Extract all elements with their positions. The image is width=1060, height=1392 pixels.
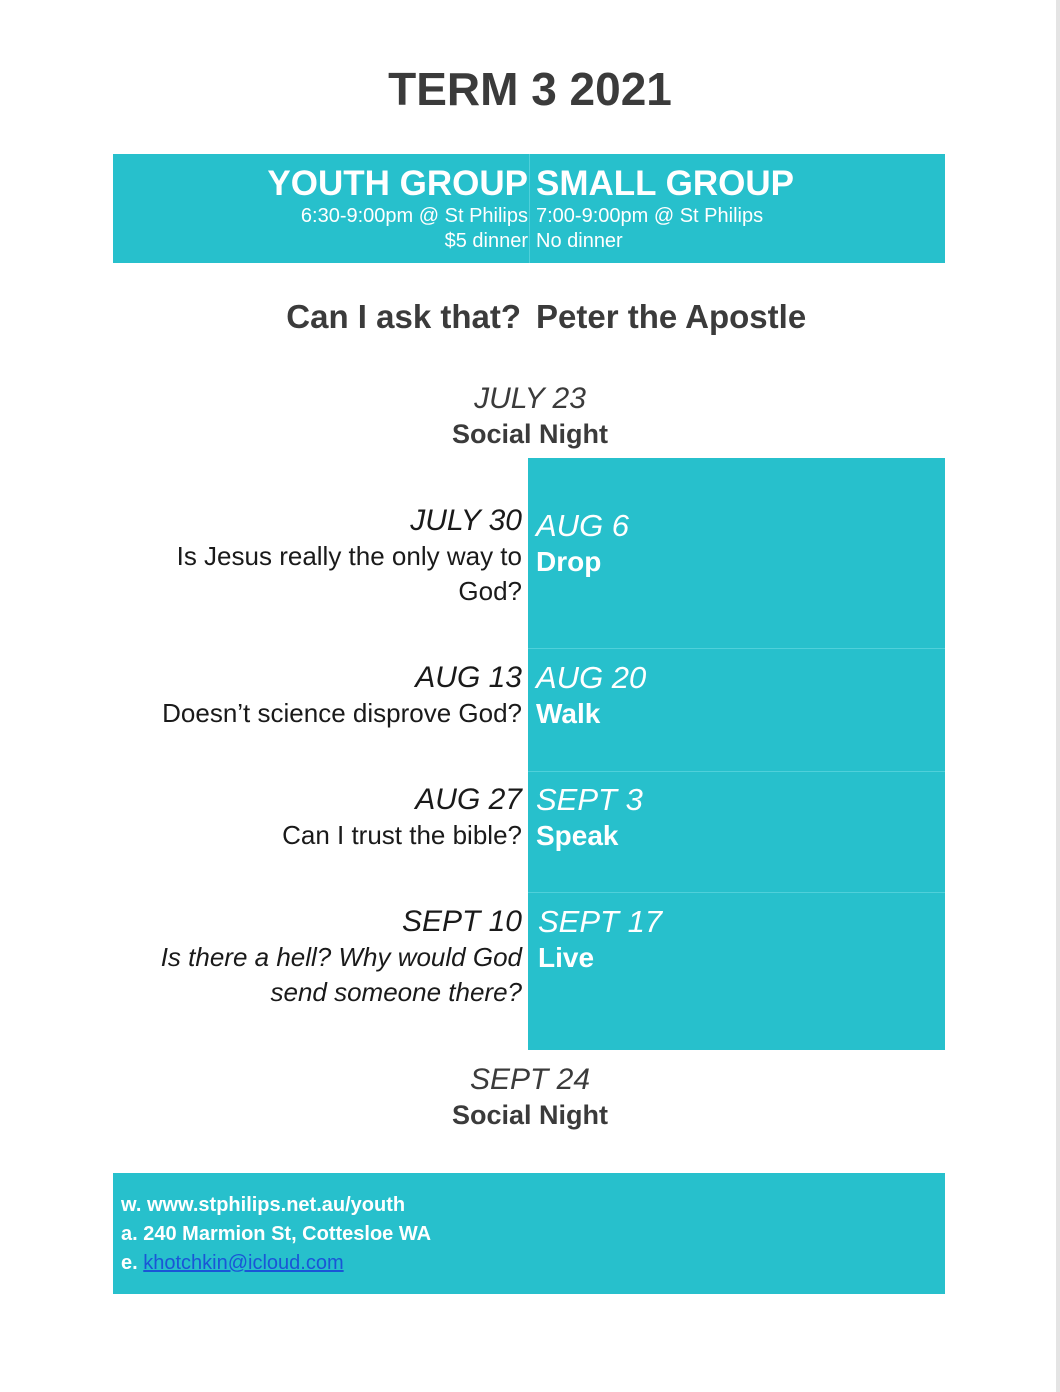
youth-session-topic: God? bbox=[458, 576, 522, 606]
website-prefix: w. bbox=[121, 1194, 142, 1216]
small-session-topic: Live bbox=[538, 942, 595, 973]
youth-group-header bbox=[113, 154, 528, 263]
small-session bbox=[536, 660, 646, 732]
youth-session-topic: Can I trust the bible? bbox=[282, 820, 522, 850]
youth-group-name: YOUTH GROUP bbox=[267, 164, 528, 203]
small-group-dinner: No dinner bbox=[536, 230, 623, 252]
social-end-label: Social Night bbox=[451, 1100, 608, 1130]
youth-session-date: SEPT 10 bbox=[401, 905, 522, 938]
page-edge bbox=[1056, 0, 1060, 1392]
small-session bbox=[536, 782, 643, 854]
address-prefix: a. bbox=[121, 1223, 138, 1245]
email-link[interactable]: khotchkin@icloud.com bbox=[143, 1252, 344, 1274]
small-session-topic: Speak bbox=[536, 820, 619, 851]
small-session-date: SEPT 3 bbox=[536, 782, 643, 817]
website-text: www.stphilips.net.au/youth bbox=[146, 1194, 406, 1216]
small-series-title: Peter the Apostle bbox=[536, 298, 807, 335]
youth-session-date: JULY 30 bbox=[410, 504, 522, 537]
small-session-date: AUG 6 bbox=[536, 508, 630, 543]
row-separator bbox=[528, 771, 945, 772]
youth-group-dinner: $5 dinner bbox=[444, 230, 528, 252]
social-night-start bbox=[0, 381, 1060, 451]
header-divider bbox=[529, 154, 530, 263]
row-separator bbox=[528, 892, 945, 893]
small-session-date: AUG 20 bbox=[536, 660, 647, 695]
email-line bbox=[121, 1249, 431, 1278]
youth-session bbox=[113, 782, 522, 853]
social-start-label: Social Night bbox=[451, 419, 608, 449]
address-text: 240 Marmion St, Cottesloe WA bbox=[143, 1223, 432, 1245]
contact-footer bbox=[113, 1173, 945, 1294]
small-group-name: SMALL GROUP bbox=[536, 164, 794, 203]
small-session-topic: Walk bbox=[536, 698, 601, 729]
youth-session bbox=[113, 660, 522, 731]
website-line bbox=[121, 1191, 431, 1220]
social-end-date: SEPT 24 bbox=[469, 1063, 591, 1096]
row-separator bbox=[528, 648, 945, 649]
youth-group-time: 6:30-9:00pm @ St Philips bbox=[300, 205, 528, 227]
small-group-header bbox=[536, 154, 936, 263]
youth-session-topic: send someone there? bbox=[270, 977, 522, 1007]
small-session bbox=[536, 508, 629, 580]
youth-session-date: AUG 13 bbox=[415, 661, 522, 694]
youth-session bbox=[113, 904, 522, 1010]
small-group-time: 7:00-9:00pm @ St Philips bbox=[536, 205, 764, 227]
social-start-date: JULY 23 bbox=[474, 382, 586, 415]
group-header bbox=[113, 154, 945, 263]
youth-session-date: AUG 27 bbox=[415, 783, 522, 816]
small-session bbox=[538, 904, 662, 976]
email-prefix: e. bbox=[121, 1252, 138, 1274]
youth-series-title: Can I ask that? bbox=[286, 298, 521, 335]
youth-session-topic: Is Jesus really the only way to bbox=[176, 541, 522, 571]
youth-session-topic: Is there a hell? Why would God bbox=[160, 942, 522, 972]
youth-session bbox=[113, 503, 522, 609]
small-session-date: SEPT 17 bbox=[538, 904, 663, 939]
address-line bbox=[121, 1220, 431, 1249]
page-title: TERM 3 2021 bbox=[388, 63, 672, 115]
social-night-end bbox=[0, 1062, 1060, 1132]
youth-session-topic: Doesn’t science disprove God? bbox=[162, 698, 522, 728]
small-session-topic: Drop bbox=[536, 546, 602, 577]
